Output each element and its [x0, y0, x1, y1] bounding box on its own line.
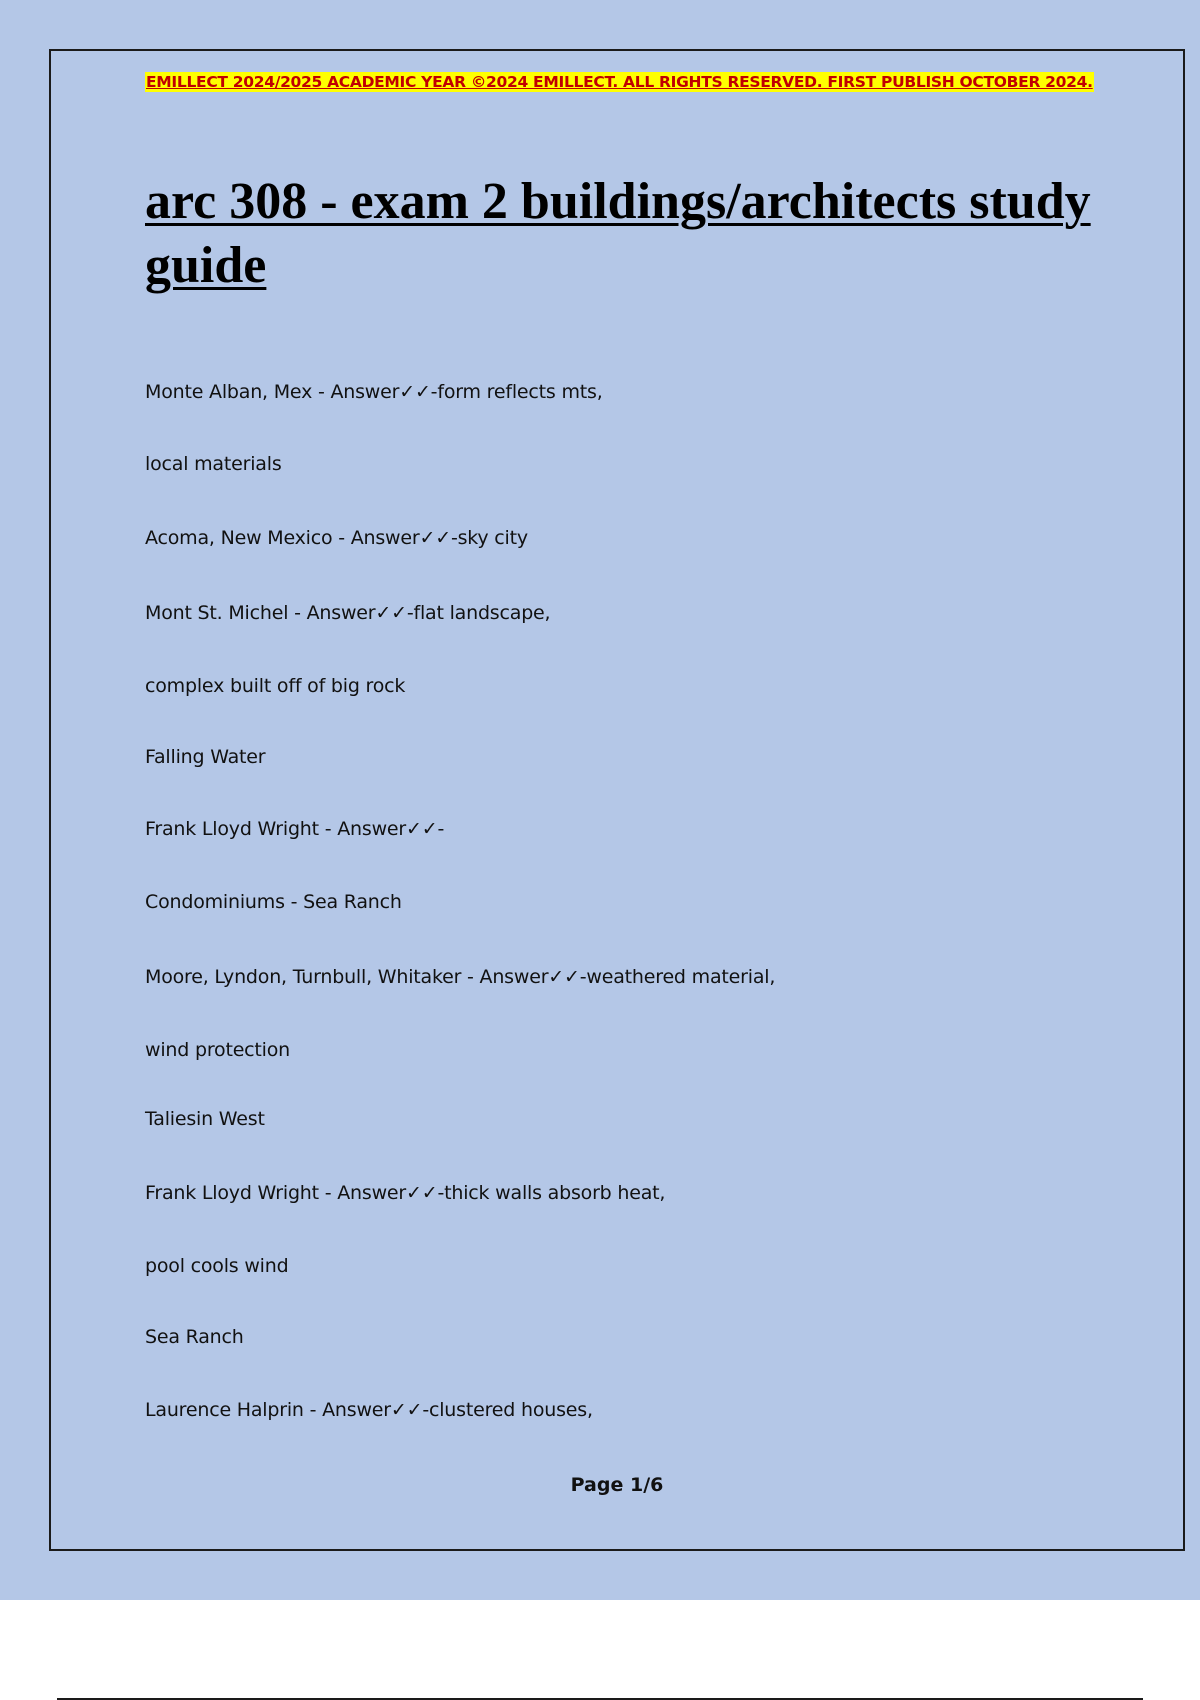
study-line: Taliesin West: [145, 1108, 265, 1130]
study-line: pool cools wind: [145, 1255, 289, 1277]
study-line: Acoma, New Mexico - Answer✓✓-sky city: [145, 527, 528, 549]
study-line: complex built off of big rock: [145, 675, 406, 697]
study-line: Frank Lloyd Wright - Answer✓✓-: [145, 818, 445, 840]
document-title: arc 308 - exam 2 buildings/architects study guide: [145, 173, 1091, 294]
study-line: Frank Lloyd Wright - Answer✓✓-thick walls absorb heat,: [145, 1182, 666, 1204]
study-line: local materials: [145, 453, 282, 475]
study-line: Laurence Halprin - Answer✓✓-clustered houses,: [145, 1399, 593, 1421]
study-line: Monte Alban, Mex - Answer✓✓-form reflects mts,: [145, 381, 603, 403]
study-line: Falling Water: [145, 746, 266, 768]
study-line: wind protection: [145, 1039, 291, 1061]
copyright-banner: EMILLECT 2024/2025 ACADEMIC YEAR ©2024 EMILLECT. ALL RIGHTS RESERVED. FIRST PUBLISH OCTOBER 2024.: [146, 73, 1093, 91]
study-line: Moore, Lyndon, Turnbull, Whitaker - Answer✓✓-weathered material,: [145, 966, 776, 988]
page-number: Page 1/6: [570, 1474, 664, 1496]
study-line: Sea Ranch: [145, 1326, 244, 1348]
study-line: Mont St. Michel - Answer✓✓-flat landscape,: [145, 602, 551, 624]
study-line: Condominiums - Sea Ranch: [145, 891, 402, 913]
